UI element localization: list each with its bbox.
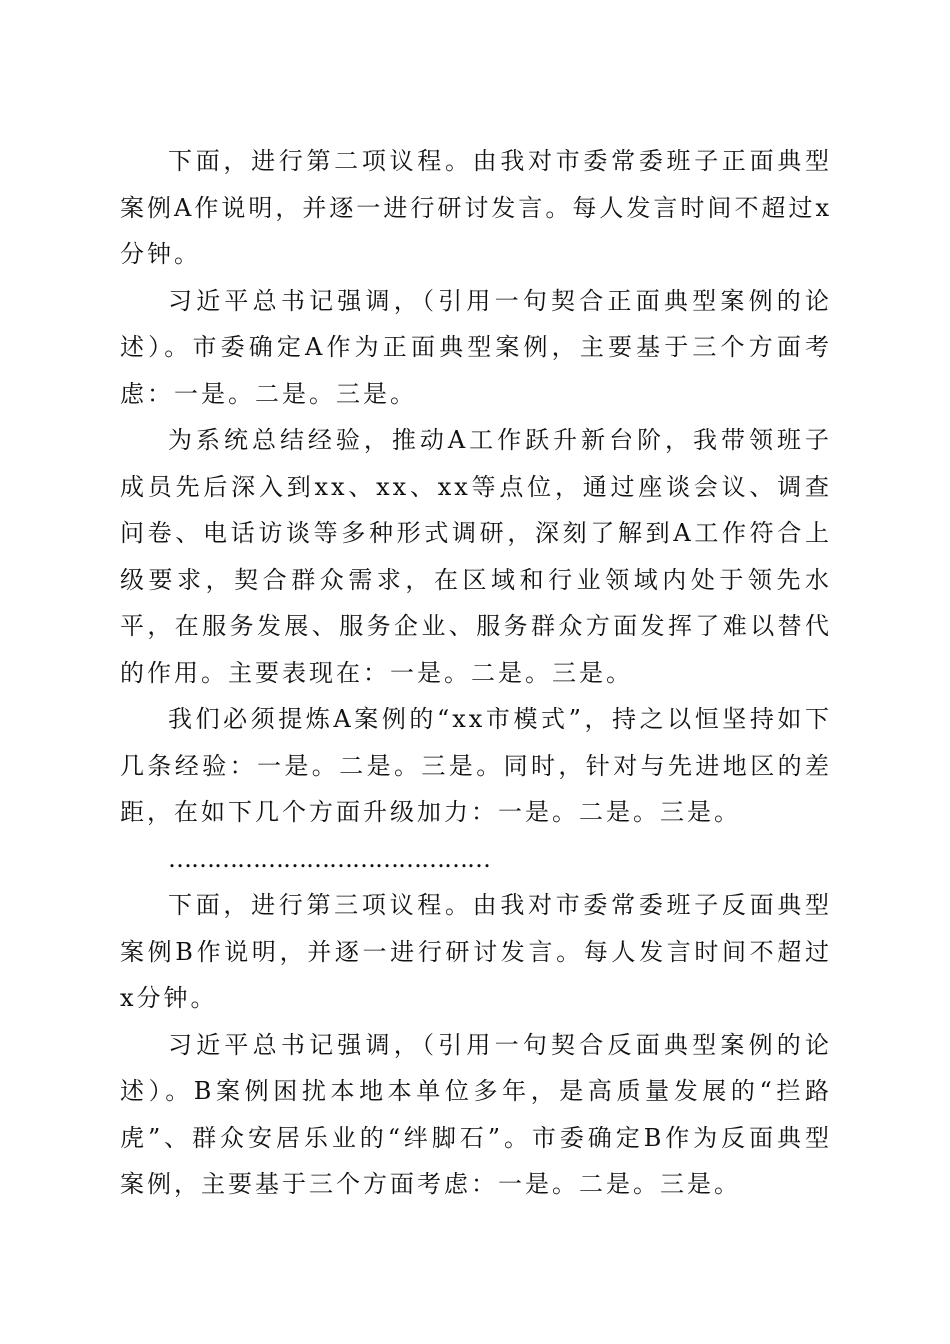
paragraph-agenda-item-two: 下面，进行第二项议程。由我对市委常委班子正面典型案例A作说明，并逐一进行研讨发言。每人发言时间不超过x分钟。 [120, 147, 832, 268]
paragraph-agenda-item-three: 下面，进行第三项议程。由我对市委常委班子反面典型案例B作说明，并逐一进行研讨发言。每人发言时间不超过x分钟。 [120, 891, 832, 1012]
paragraph-positive-case-rationale: 习近平总书记强调，（引用一句契合正面典型案例的论述）。市委确定A作为正面典型案例，主要基于三个方面考虑：一是。二是。三是。 [120, 286, 832, 408]
ellipsis-separator: …………………………………… [168, 844, 490, 873]
paragraph-experience-summary: 我们必须提炼A案例的“xx市模式”，持之以恒坚持如下几条经验：一是。二是。三是。同时，针对与先进地区的差距，在如下几个方面升级加力：一是。二是。三是。 [120, 705, 832, 826]
document-body [120, 138, 832, 1208]
paragraph-negative-case-rationale: 习近平总书记强调，（引用一句契合反面典型案例的论述）。B案例困扰本地本单位多年，是高质量发展的“拦路虎”、群众安居乐业的“绊脚石”。市委确定B作为反面典型案例，主要基于三个方面考虑：一是。二是。三是。 [120, 1030, 832, 1198]
paragraph-research-findings: 为系统总结经验，推动A工作跃升新台阶，我带领班子成员先后深入到xx、xx、xx等点位，通过座谈会议、调查问卷、电话访谈等多种形式调研，深刻了解到A工作符合上级要求，契合群众需求，在区域和行业领域内处于领先水平，在服务发展、服务企业、服务群众方面发挥了难以替代的作用。主要表现在：一是。二是。三是。 [120, 426, 832, 687]
